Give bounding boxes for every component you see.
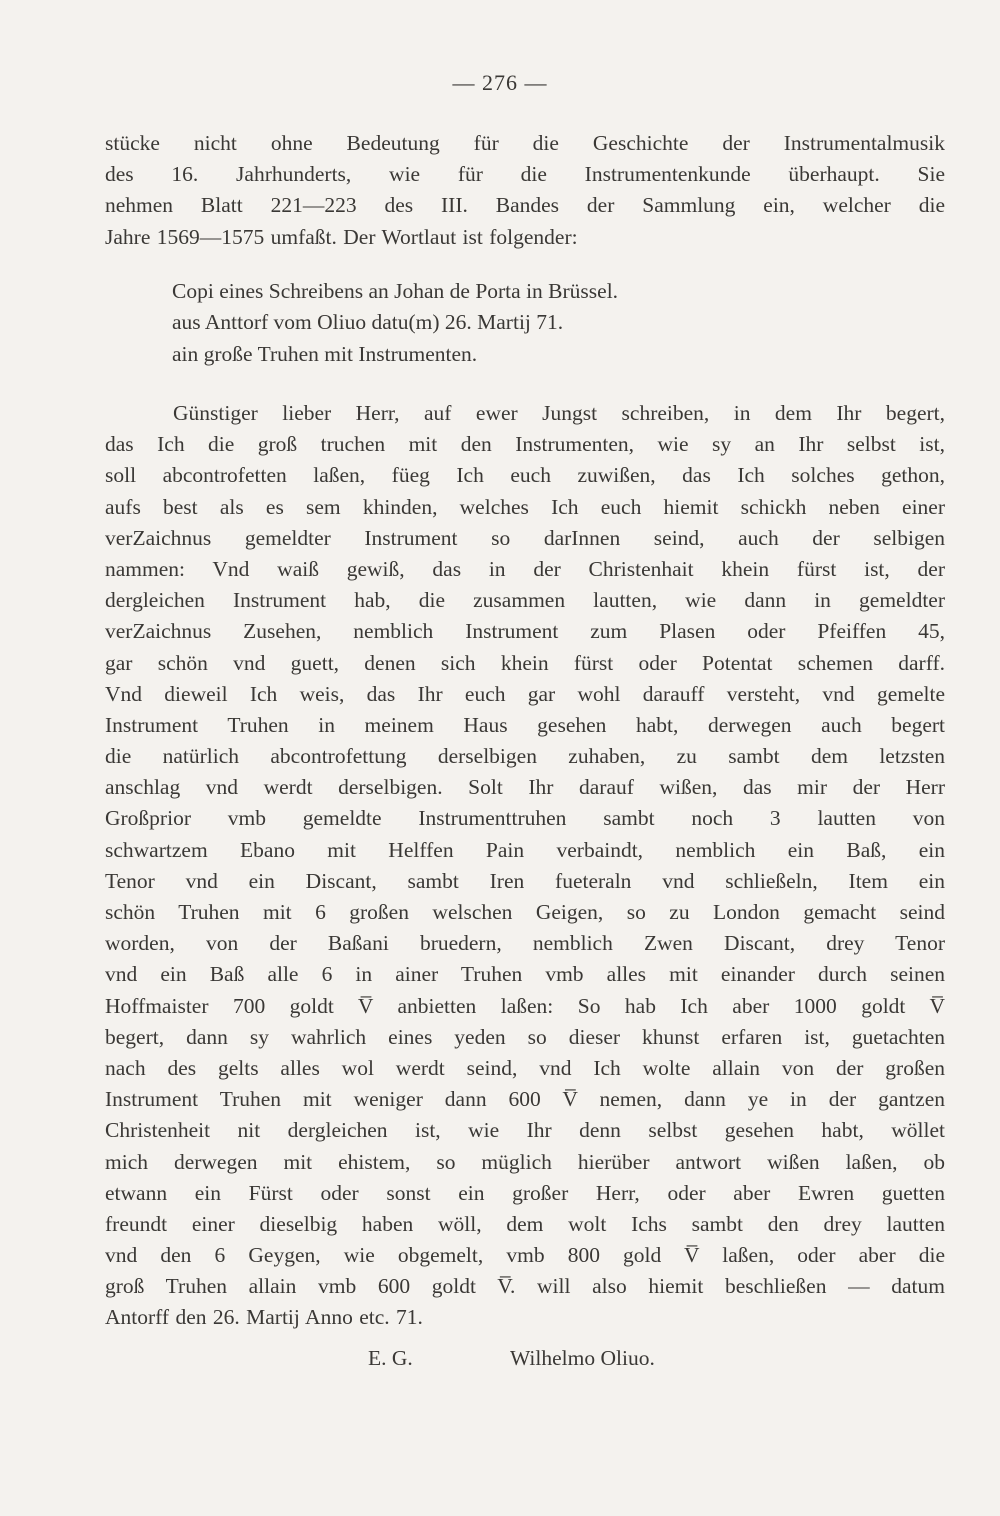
letter-line: Antorff den 26. Martij Anno etc. 71. — [105, 1305, 423, 1330]
letter-line: die natürlich abcontrofettung derselbigen zuhaben, zu sambt dem letzsten — [105, 744, 945, 769]
letter-line: aufs best als es sem khinden, welches Ich euch hiemit schickh neben einer — [105, 494, 945, 519]
letter-line: vnd ein Baß alle 6 in ainer Truhen vmb alles mit einander durch seinen — [105, 962, 945, 987]
intro-line: nehmen Blatt 221—223 des III. Bandes der Sammlung ein, welcher die — [105, 193, 945, 218]
heading-line: aus Anttorf vom Oliuo datu(m) 26. Martij 71. — [172, 310, 564, 335]
signature-initials: E. G. — [368, 1346, 413, 1370]
letter-line: Vnd dieweil Ich weis, das Ihr euch gar wohl darauff versteht, vnd gemelte — [105, 681, 945, 706]
page-number: — 276 — — [452, 70, 548, 95]
signature-name: Wilhelmo Oliuo. — [510, 1346, 655, 1370]
letter-line: Großprior vmb gemeldte Instrumenttruhen sambt noch 3 lautten von — [105, 806, 945, 831]
letter-line: Günstiger lieber Herr, auf ewer Jungst schreiben, in dem Ihr begert, — [173, 401, 945, 425]
intro-line: des 16. Jahrhunderts, wie für die Instrumentenkunde überhaupt. Sie — [105, 162, 945, 187]
letter-line: etwann ein Fürst oder sonst ein großer Herr, oder aber Ewren guetten — [105, 1180, 945, 1205]
heading-line: ain große Truhen mit Instrumenten. — [172, 341, 478, 366]
letter-line: worden, von der Baßani bruedern, nemblich Zwen Discant, drey Tenor — [105, 931, 945, 956]
letter-line: soll abcontrofetten laßen, füeg Ich euch zuwißen, das Ich solches gethon, — [105, 463, 945, 488]
letter-heading — [172, 276, 618, 370]
letter-line: verZaichnus gemeldter Instrument so darInnen seind, auch der selbigen — [105, 525, 945, 550]
letter-line: Tenor vnd ein Discant, sambt Iren fueteraln vnd schließeln, Item ein — [105, 868, 945, 893]
letter-line: das Ich die groß truchen mit den Instrumenten, wie sy an Ihr selbst ist, — [105, 432, 945, 457]
letter-line: groß Truhen allain vmb 600 goldt V̅. will also hiemit beschließen — datum — [105, 1274, 945, 1299]
letter-line: dergleichen Instrument hab, die zusammen lautten, wie dann in gemeldter — [105, 588, 945, 613]
letter-line: Instrument Truhen in meinem Haus gesehen habt, derwegen auch begert — [105, 712, 945, 737]
letter-line: Instrument Truhen mit weniger dann 600 V̅ nemen, dann ye in der gantzen — [105, 1087, 945, 1112]
letter-body — [105, 398, 945, 1334]
letter-line: Christenheit nit dergleichen ist, wie Ihr denn selbst gesehen habt, wöllet — [105, 1118, 945, 1143]
intro-line: Jahre 1569—1575 umfaßt. Der Wortlaut ist folgender: — [105, 224, 578, 249]
letter-line: nach des gelts alles wol werdt seind, vnd Ich wolte allain von der großen — [105, 1055, 945, 1080]
letter-line: vnd den 6 Geygen, wie obgemelt, vmb 800 gold V̅ laßen, oder aber die — [105, 1243, 945, 1268]
letter-line: Hoffmaister 700 goldt V̅ anbietten laßen: So hab Ich aber 1000 goldt V̅ — [105, 993, 945, 1018]
intro-paragraph — [105, 128, 945, 253]
letter-line: verZaichnus Zusehen, nemblich Instrument zum Plasen oder Pfeiffen 45, — [105, 619, 945, 644]
letter-line: begert, dann sy wahrlich eines yeden so dieser khunst erfaren ist, guetachten — [105, 1024, 945, 1049]
intro-line: stücke nicht ohne Bedeutung für die Geschichte der Instrumentalmusik — [105, 131, 945, 155]
letter-line: freundt einer dieselbig haben wöll, dem wolt Ichs sambt den drey lautten — [105, 1211, 945, 1236]
letter-line: schön Truhen mit 6 großen welschen Geigen, so zu London gemacht seind — [105, 900, 945, 924]
letter-line: mich derwegen mit ehistem, so müglich hierüber antwort wißen laßen, ob — [105, 1149, 945, 1174]
letter-line: schwartzem Ebano mit Helffen Pain verbaindt, nemblich ein Baß, ein — [105, 837, 945, 862]
heading-line: Copi eines Schreibens an Johan de Porta in Brüssel. — [172, 279, 619, 303]
letter-line: anschlag vnd werdt derselbigen. Solt Ihr darauf wißen, das mir der Herr — [105, 775, 945, 800]
letter-line: nammen: Vnd waiß gewiß, das in der Christenhait khein fürst ist, der — [105, 556, 945, 581]
letter-line: gar schön vnd guett, denen sich khein fürst oder Potentat schemen darff. — [105, 650, 945, 675]
